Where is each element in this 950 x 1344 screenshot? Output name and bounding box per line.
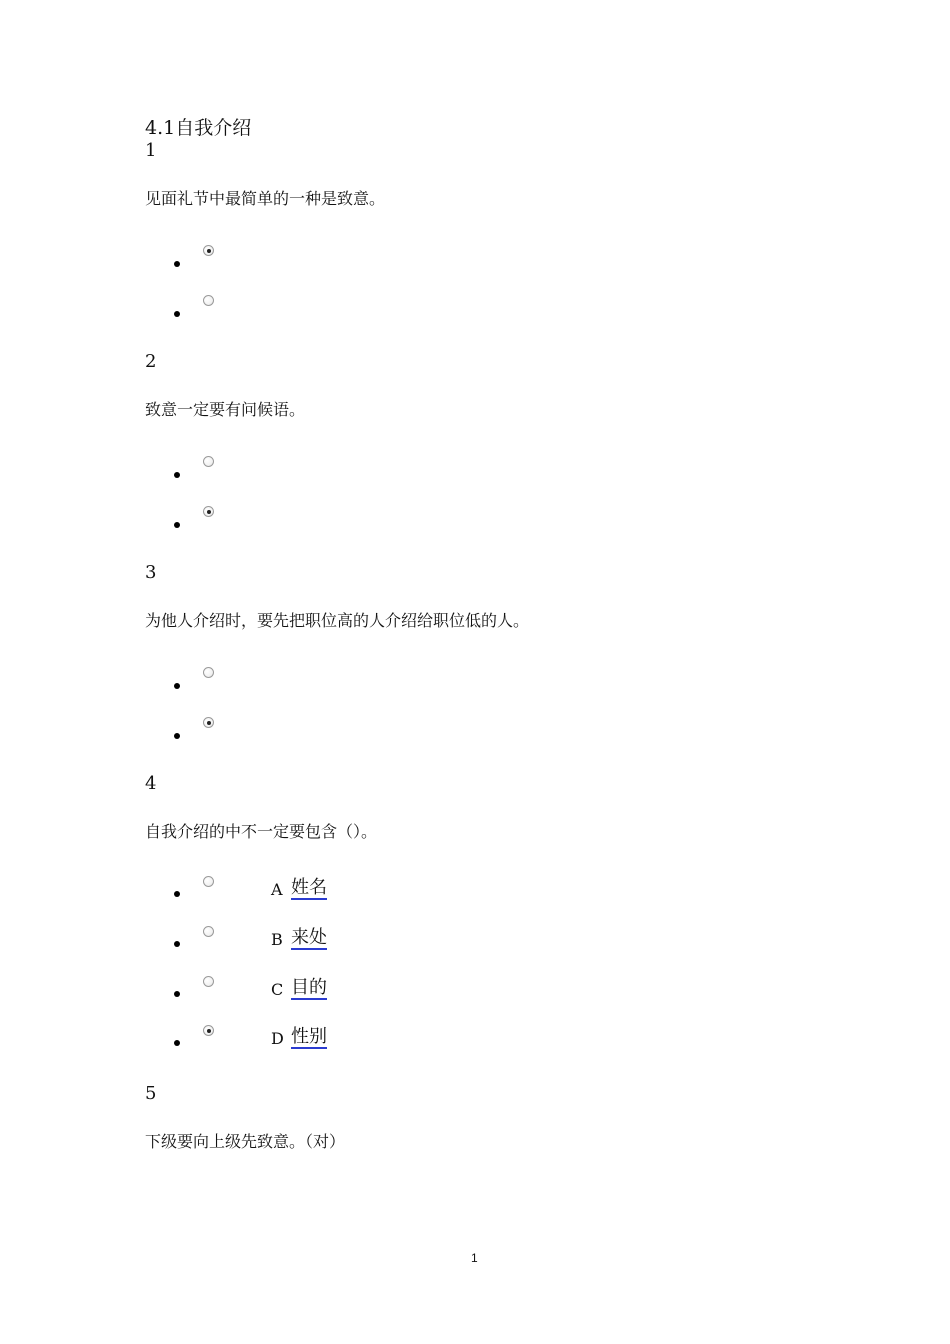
option-letter: B <box>271 930 283 949</box>
question-number: 1 <box>145 140 157 161</box>
list-bullet <box>174 991 180 997</box>
page-number: 1 <box>471 1251 478 1265</box>
question-number: 4 <box>145 773 157 794</box>
question-text: 致意一定要有问候语。 <box>145 400 306 419</box>
list-bullet <box>174 941 180 947</box>
option-letter: C <box>271 980 284 999</box>
radio-button-q1-option1[interactable] <box>203 245 214 256</box>
list-bullet <box>174 261 180 267</box>
list-bullet <box>174 522 180 528</box>
radio-button-option-c[interactable] <box>203 976 214 987</box>
question-text: 自我介绍的中不一定要包含（）。 <box>145 822 378 841</box>
list-bullet <box>174 472 180 478</box>
option-label-link[interactable]: 来处 <box>291 927 327 948</box>
question-text: 下级要向上级先致意。（对） <box>145 1132 346 1151</box>
option-label-link[interactable]: 目的 <box>291 977 327 998</box>
question-number: 3 <box>145 562 157 583</box>
option-label-link[interactable]: 姓名 <box>291 877 327 898</box>
list-bullet <box>174 1040 180 1046</box>
list-bullet <box>174 891 180 897</box>
radio-button-q2-option1[interactable] <box>203 456 214 467</box>
list-bullet <box>174 683 180 689</box>
radio-button-q1-option2[interactable] <box>203 295 214 306</box>
question-number: 5 <box>145 1083 157 1104</box>
option-label-link[interactable]: 性别 <box>291 1026 327 1047</box>
radio-button-q2-option2[interactable] <box>203 506 214 517</box>
radio-button-q3-option1[interactable] <box>203 667 214 678</box>
section-title: 4.1自我介绍 <box>145 117 252 139</box>
question-text: 为他人介绍时，要先把职位高的人介绍给职位低的人。 <box>145 611 530 630</box>
radio-button-option-b[interactable] <box>203 926 214 937</box>
radio-button-option-a[interactable] <box>203 876 214 887</box>
list-bullet <box>174 311 180 317</box>
radio-button-q3-option2[interactable] <box>203 717 214 728</box>
option-letter: D <box>271 1029 284 1048</box>
radio-button-option-d[interactable] <box>203 1025 214 1036</box>
list-bullet <box>174 733 180 739</box>
question-number: 2 <box>145 351 157 372</box>
option-letter: A <box>271 880 283 899</box>
question-text: 见面礼节中最简单的一种是致意。 <box>145 189 386 208</box>
